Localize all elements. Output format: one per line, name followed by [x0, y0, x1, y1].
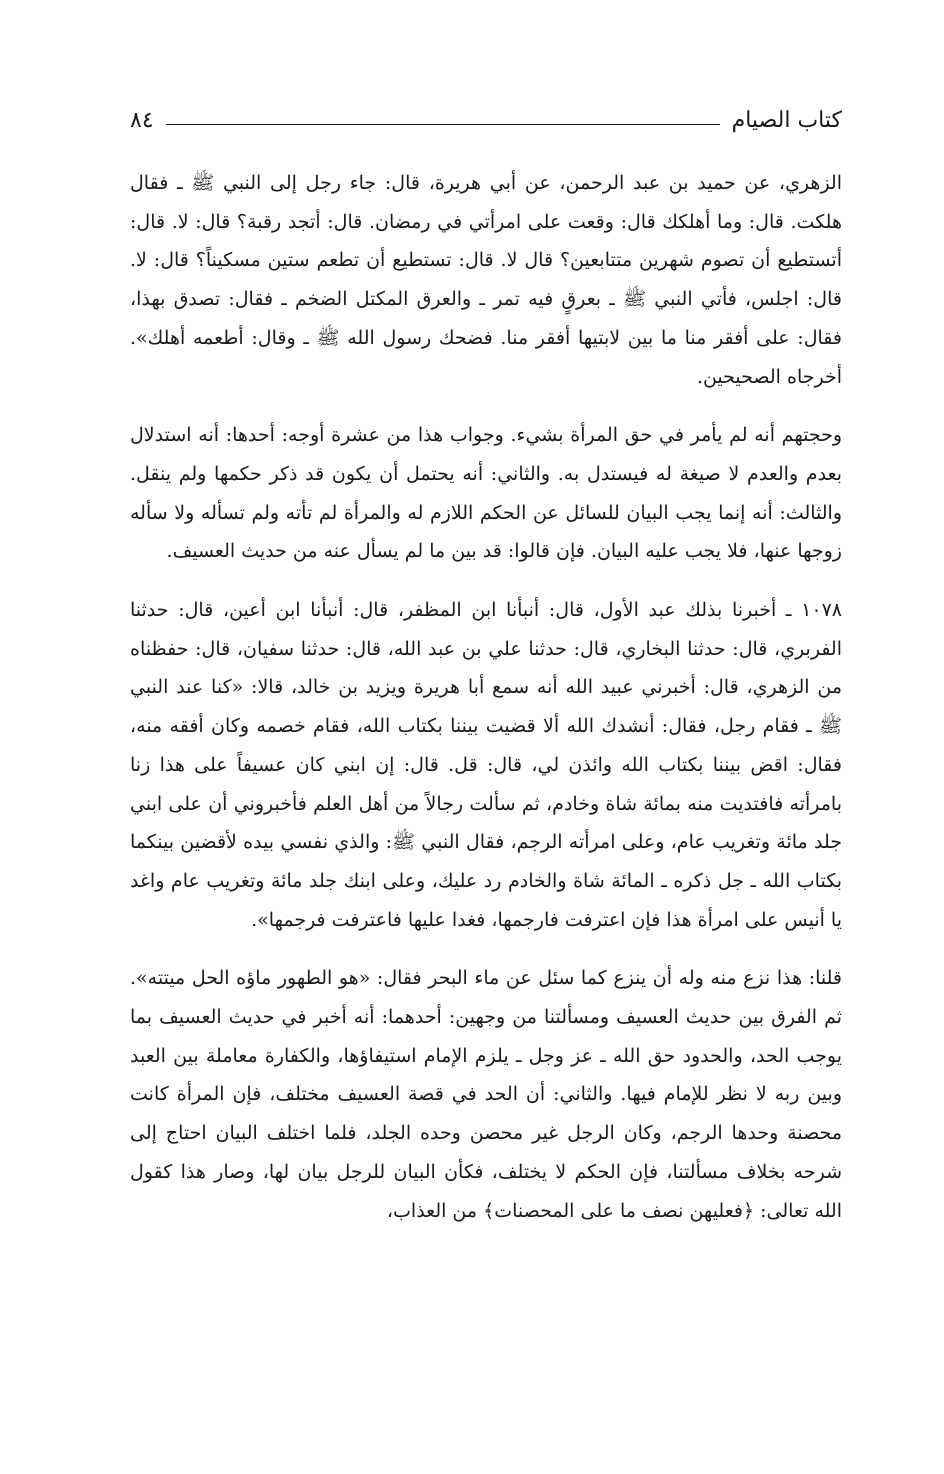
paragraph: وحجتهم أنه لم يأمر في حق المرأة بشيء. وجواب هذا من عشرة أوجه: أحدها: أنه استدلال بعدم والعدم لا صيغة له فيستدل به. والثاني: أنه يحتمل أن يكون قد ذكر حكمها ولم ينقل. والثالث: أنه إنما يجب البيان للسائل عن الحكم اللازم له والمرأة لم تأته ولم تسأله ولا سأله زوجها عنها، فلا يجب عليه البيان. فإن قالوا: قد بين ما لم يسأل عنه من حديث العسيف.	[130, 424, 842, 563]
page-number: ٨٤	[130, 107, 154, 133]
page-header	[130, 100, 842, 140]
book-title: كتاب الصيام	[731, 107, 842, 133]
paragraph: الزهري، عن حميد بن عبد الرحمن، عن أبي هريرة، قال: جاء رجل إلى النبي ﷺ ـ فقال هلكت. قال: وما أهلكك قال: وقعت على امرأتي في رمضان. قال: أتجد رقبة؟ قال: لا. قال: أتستطيع أن تصوم شهرين متتابعين؟ قال لا. قال: تستطيع أن تطعم ستين مسكيناً؟ قال: لا. قال: اجلس، فأتي النبي ﷺ ـ بعرقٍ فيه تمر ـ والعرق المكتل الضخم ـ فقال: تصدق بهذا، فقال: على أفقر منا ما بين لابتيها أفقر منا. فضحك رسول الله ﷺ ـ وقال: أطعمه أهلك». أخرجاه الصحيحين.	[130, 172, 842, 388]
paragraph: ١٠٧٨ ـ أخبرنا بذلك عبد الأول، قال: أنبأنا ابن المظفر، قال: أنبأنا ابن أعين، قال: حدثنا الفربري، قال: حدثنا البخاري، قال: حدثنا علي بن عبد الله، قال: حدثنا سفيان، قال: حفظناه من الزهري، قال: أخبرني عبيد الله أنه سمع أبا هريرة ويزيد بن خالد، قالا: «كنا عند النبي ﷺ ـ فقام رجل، فقال: أنشدك الله ألا قضيت بيننا بكتاب الله، فقام خصمه وكان أفقه منه، فقال: اقض بيننا بكتاب الله وائذن لي، قال: قل. قال: إن ابني كان عسيفاً على هذا زنا بامرأته فافتديت منه بمائة شاة وخادم، ثم سألت رجالاً من أهل العلم فأخبروني أن على ابني جلد مائة وتغريب عام، وعلى امرأته الرجم، فقال النبي ﷺ: والذي نفسي بيده لأقضين بينكما بكتاب الله ـ جل ذكره ـ المائة شاة والخادم رد عليك، وعلى ابنك جلد مائة وتغريب عام واغد يا أنيس على امرأة هذا فإن اعترفت فارجمها، فغدا عليها فاعترفت فرجمها».	[130, 599, 842, 931]
paragraph: قلنا: هذا نزع منه وله أن ينزع كما سئل عن ماء البحر فقال: «هو الطهور ماؤه الحل ميتته». ثم الفرق بين حديث العسيف ومسألتنا من وجهين: أحدهما: أنه أخبر في حديث العسيف بما يوجب الحد، والحدود حق الله ـ عز وجل ـ يلزم الإمام استيفاؤها، والكفارة معاملة بين العبد وبين ربه لا نظر للإمام فيها. والثاني: أن الحد في قصة العسيف مختلف، فإن المرأة كانت محصنة وحدها الرجم، وكان الرجل غير محصن وحده الجلد، فلما اختلف البيان احتاج إلى شرحه بخلاف مسألتنا، فإن الحكم لا يختلف، فكأن البيان للرجل بيان لها، وصار هذا كقول الله تعالى: ﴿فعليهن نصف ما على المحصنات﴾ من العذاب،	[130, 967, 842, 1222]
page	[130, 100, 842, 1230]
header-rule	[166, 124, 720, 125]
